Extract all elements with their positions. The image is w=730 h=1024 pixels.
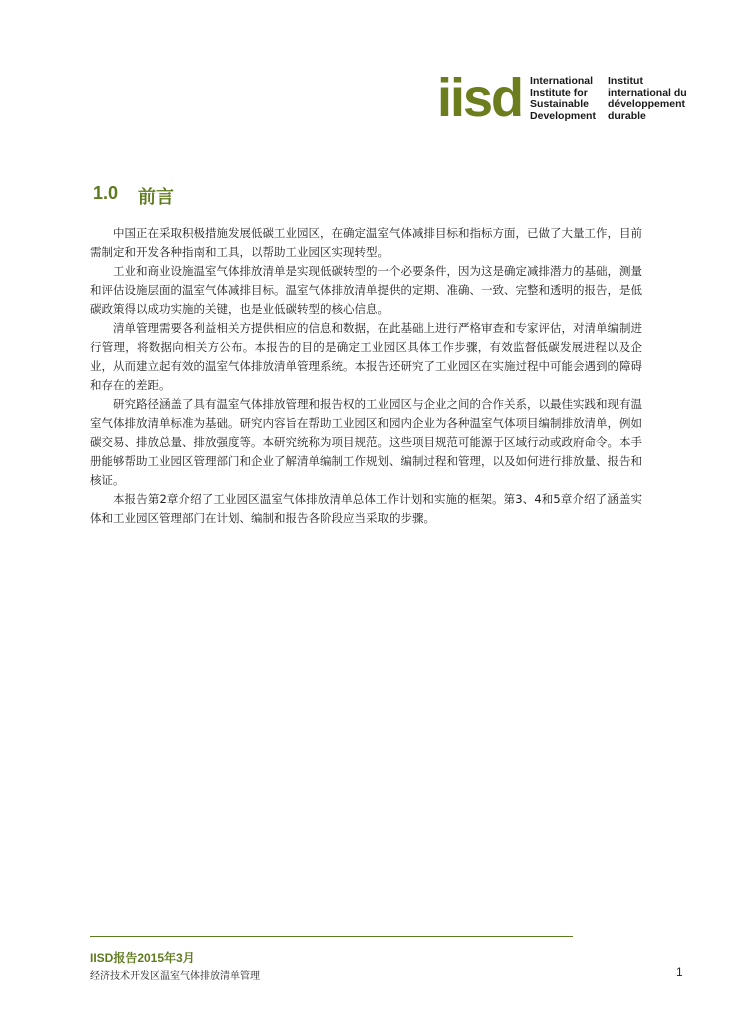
footer-report-title: IISD报告2015年3月 (90, 951, 195, 965)
paragraph: 工业和商业设施温室气体排放清单是实现低碳转型的一个必要条件，因为这是确定减排潜力的基础，测量和评估设施层面的温室气体减排目标。温室气体排放清单提供的定期、准确、一致、完整和透明的报告，是低碳政策得以成功实施的关键，也是业低碳转型的核心信息。 (90, 264, 642, 316)
logo-english-name (530, 76, 596, 122)
footer-divider (90, 936, 573, 937)
logo-english-line: International (530, 75, 594, 87)
logo-french-line: durable (607, 109, 646, 122)
paragraph: 中国正在采取积极措施发展低碳工业园区，在确定温室气体减排目标和指标方面，已做了大量工作，目前需制定和开发各种指南和工具，以帮助工业园区实现转型。 (90, 226, 642, 259)
section-heading (93, 183, 174, 209)
paragraph: 研究路径涵盖了具有温室气体排放管理和报告权的工业园区与企业之间的合作关系，以最佳实践和现有温室气体排放清单标准为基础。研究内容旨在帮助工业园区和园内企业为各种温室气体项目编制排放清单，例如碳交易、排放总量、排放强度等。本研究统称为项目规范。这些项目规范可能源于区域行动或政府命令。本手册能够帮助工业园区管理部门和企业了解清单编制工作规划、编制过程和管理，以及如何进行排放量、报告和核证。 (90, 397, 642, 487)
logo-english-line: Institute for (530, 86, 588, 99)
page-number: 1 (676, 965, 683, 979)
logo-french-name (608, 76, 687, 122)
paragraph: 本报告第2章介绍了工业园区温室气体排放清单总体工作计划和实施的框架。第3、4和5章介绍了涵盖实体和工业园区管理部门在计划、编制和报告各阶段应当采取的步骤。 (90, 492, 642, 525)
section-title: 前言 (138, 187, 175, 207)
paragraph: 清单管理需要各利益相关方提供相应的信息和数据，在此基础上进行严格审查和专家评估，对清单编制进行管理，将数据向相关方公布。本报告的目的是确定工业园区具体工作步骤，有效监督低碳发展进程以及企业，从而建立起有效的温室气体排放清单管理系统。本报告还研究了工业园区在实施过程中可能会遇到的障碍和存在的差距。 (90, 321, 642, 392)
logo-english-line: Development (530, 109, 596, 122)
body-text (90, 224, 642, 528)
iisd-logo (437, 68, 687, 128)
logo-french-line: international du (607, 86, 687, 99)
logo-english-line: Sustainable (530, 98, 589, 110)
logo-french-line: développement (607, 98, 685, 110)
iisd-logo-mark: iisd (437, 68, 523, 128)
footer-report-subtitle: 经济技术开发区温室气体排放清单管理 (90, 971, 260, 982)
logo-french-line: Institut (607, 75, 643, 87)
section-number: 1.0 (93, 183, 119, 203)
